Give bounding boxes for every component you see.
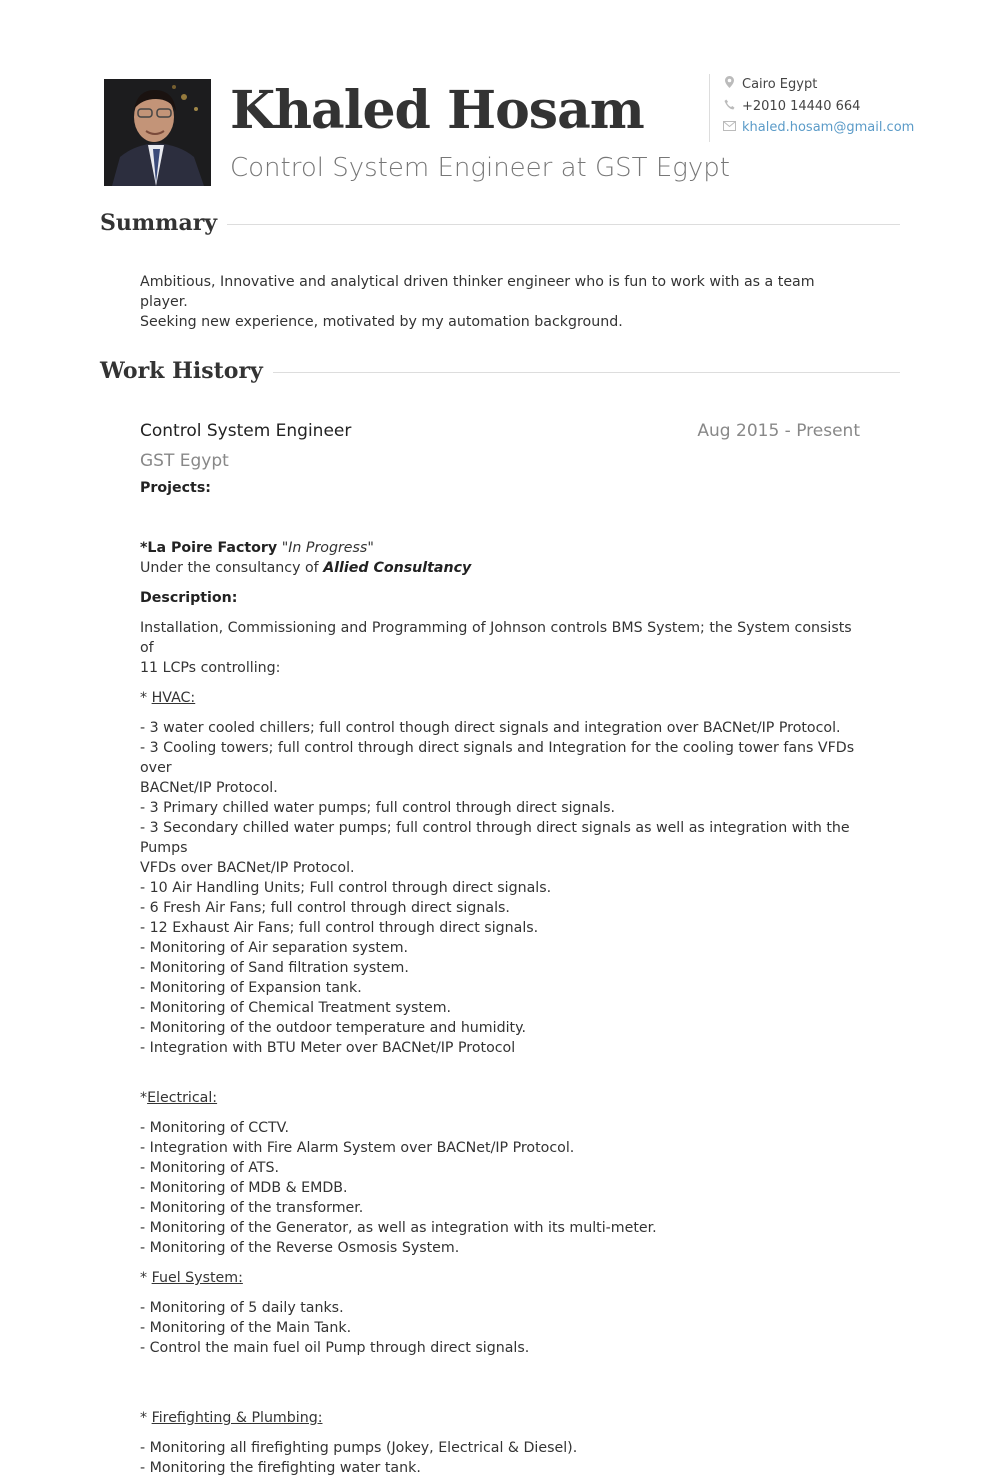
electrical-heading xyxy=(140,1088,865,1108)
list-item: - Integration with BTU Meter over BACNet/IP Protocol xyxy=(140,1040,516,1056)
fire-heading xyxy=(140,1408,865,1428)
map-pin-icon xyxy=(722,74,736,96)
consultancy-name: Allied Consultancy xyxy=(323,560,472,576)
list-item: - 12 Exhaust Air Fans; full control through direct signals. xyxy=(140,920,539,936)
description-label: Description: xyxy=(140,590,238,606)
summary-text xyxy=(140,272,860,332)
contact-block xyxy=(709,74,914,142)
list-item: - Monitoring of the transformer. xyxy=(140,1200,364,1216)
list-item: - 3 water cooled chillers; full control though direct signals and integration over BACNet/IP Protocol. xyxy=(140,720,841,736)
contact-email[interactable] xyxy=(722,117,914,139)
list-item: - Integration with Fire Alarm System over BACNet/IP Protocol. xyxy=(140,1140,575,1156)
contact-phone xyxy=(722,96,914,118)
list-item: - Monitoring of the Generator, as well as integration with its multi-meter. xyxy=(140,1220,657,1236)
fuel-list xyxy=(140,1298,865,1358)
list-item: - Monitoring all firefighting pumps (Jokey, Electrical & Diesel). xyxy=(140,1440,578,1456)
list-item: - Monitoring of CCTV. xyxy=(140,1120,290,1136)
electrical-list xyxy=(140,1118,865,1258)
list-item: - 3 Cooling towers; full control through direct signals and Integration for the cooling tower fans VFDs over xyxy=(140,740,855,776)
list-item: - 3 Secondary chilled water pumps; full control through direct signals as well as integration with the Pumps xyxy=(140,820,850,856)
phone-text: +2010 14440 664 xyxy=(742,98,861,114)
candidate-name: Khaled Hosam xyxy=(230,80,644,141)
envelope-icon xyxy=(722,117,736,139)
intro-line: Installation, Commissioning and Programming of Johnson controls BMS System; the System consists of xyxy=(140,620,852,656)
phone-icon xyxy=(722,96,736,118)
list-item: - Monitoring of Sand filtration system. xyxy=(140,960,409,976)
list-item: - 3 Primary chilled water pumps; full control through direct signals. xyxy=(140,800,616,816)
summary-line: Ambitious, Innovative and analytical driven thinker engineer who is fun to work with as a team player. xyxy=(140,274,815,310)
intro-line: 11 LCPs controlling: xyxy=(140,660,281,676)
fire-list xyxy=(140,1438,865,1478)
list-item: - Monitoring of Chemical Treatment system. xyxy=(140,1000,452,1016)
list-item: - Monitoring of ATS. xyxy=(140,1160,279,1176)
list-item: - 10 Air Handling Units; Full control through direct signals. xyxy=(140,880,552,896)
fuel-label: Fuel System: xyxy=(151,1270,243,1286)
fuel-heading xyxy=(140,1268,865,1288)
candidate-headline: Control System Engineer at GST Egypt xyxy=(230,153,730,183)
job-title: Control System Engineer xyxy=(140,421,352,441)
list-item: BACNet/IP Protocol. xyxy=(140,780,278,796)
summary-line: Seeking new experience, motivated by my automation background. xyxy=(140,314,623,330)
hvac-heading xyxy=(140,688,865,708)
project-status: "In Progress" xyxy=(281,540,374,556)
list-item: - 6 Fresh Air Fans; full control through direct signals. xyxy=(140,900,510,916)
list-item: - Monitoring of the outdoor temperature and humidity. xyxy=(140,1020,526,1036)
fire-label: Firefighting & Plumbing: xyxy=(151,1410,323,1426)
job-description xyxy=(140,478,865,1478)
location-text: Cairo Egypt xyxy=(742,77,818,92)
bullet-prefix: * xyxy=(140,1410,152,1426)
list-item: VFDs over BACNet/IP Protocol. xyxy=(140,860,355,876)
project-line xyxy=(140,538,865,558)
list-item: - Control the main fuel oil Pump through direct signals. xyxy=(140,1340,530,1356)
list-item: - Monitoring of 5 daily tanks. xyxy=(140,1300,344,1316)
consultancy-line xyxy=(140,558,865,578)
work-history-section-header xyxy=(100,356,900,386)
list-item: - Monitoring of the Reverse Osmosis System. xyxy=(140,1240,460,1256)
projects-label: Projects: xyxy=(140,480,211,496)
list-item: - Monitoring of the Main Tank. xyxy=(140,1320,352,1336)
summary-section-header xyxy=(100,208,900,238)
list-item: - Monitoring of Air separation system. xyxy=(140,940,409,956)
list-item: - Monitoring the firefighting water tank. xyxy=(140,1460,421,1476)
job-dates: Aug 2015 - Present xyxy=(697,421,860,441)
project-name: *La Poire Factory xyxy=(140,540,278,556)
profile-photo xyxy=(104,79,211,186)
hvac-label: HVAC: xyxy=(151,690,196,706)
list-item: - Monitoring of Expansion tank. xyxy=(140,980,362,996)
summary-heading: Summary xyxy=(100,208,227,238)
work-history-heading: Work History xyxy=(100,356,273,386)
bullet-prefix: * xyxy=(140,1090,148,1106)
job-company: GST Egypt xyxy=(140,451,229,471)
list-item: - Monitoring of MDB & EMDB. xyxy=(140,1180,348,1196)
consultancy-prefix: Under the consultancy of xyxy=(140,560,324,576)
electrical-label: Electrical: xyxy=(147,1090,218,1106)
contact-location xyxy=(722,74,914,96)
hvac-list xyxy=(140,718,865,1058)
bullet-prefix: * xyxy=(140,690,152,706)
email-link[interactable]: khaled.hosam@gmail.com xyxy=(742,120,915,135)
bullet-prefix: * xyxy=(140,1270,152,1286)
